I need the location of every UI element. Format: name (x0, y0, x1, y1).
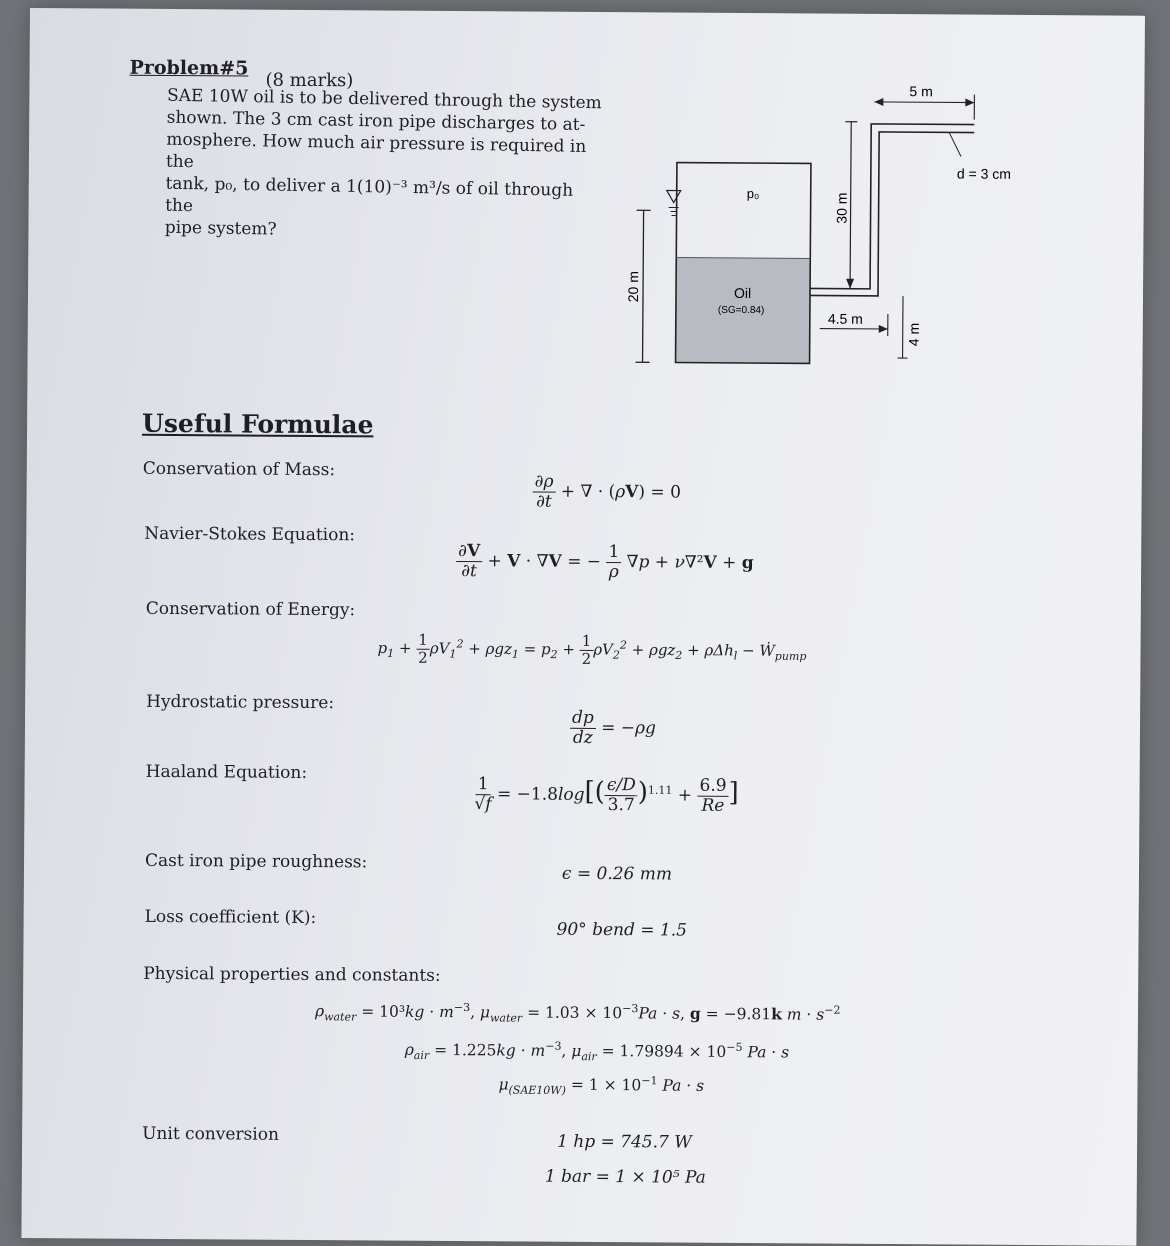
hydro-label: Hydrostatic pressure: (146, 692, 334, 713)
loss-label: Loss coefficient (K): (145, 907, 317, 928)
oil-sg-label: (SG=0.84) (718, 305, 764, 316)
haaland-equation: $\frac{1}{√f}$ = −1.8log[( $\frac{\epsilon/D}{3.7}$ )$^{1.11}$ + $\frac{6.9}{Re}$ ] (474, 776, 738, 815)
problem-line: mosphere. How much air pressure is required in the (166, 129, 607, 181)
unit-hp: 1 hp = 745.7 W (557, 1132, 692, 1153)
dim-30m-label: 30 m (834, 192, 850, 223)
dim-45m-label: 4.5 m (828, 311, 863, 327)
loss-value: 90° bend = 1.5 (557, 920, 688, 941)
oil-label: Oil (734, 285, 751, 301)
mass-label: Conservation of Mass: (143, 459, 335, 480)
ns-label: Navier-Stokes Equation: (144, 524, 355, 545)
oil-properties: $\mu_{(SAE10W)} = 1 \times 10^{-1}$ Pa · s (498, 1073, 704, 1098)
free-surface-symbol (667, 190, 681, 202)
haaland-label: Haaland Equation: (146, 762, 308, 783)
unit-label: Unit conversion (142, 1124, 279, 1145)
problem-line: SAE 10W oil is to be delivered through the system (167, 85, 607, 115)
problem-statement (165, 85, 608, 247)
mass-equation: $\frac{\partial\rho}{\partial t}$ + ∇ · (ρV) = 0 (533, 474, 682, 512)
dim-20m-label: 20 m (625, 271, 641, 302)
formulae-title: Useful Formulae (142, 409, 374, 440)
navier-stokes-equation: $\frac{\partial V}{\partial t}$ + V · ∇V = − $\frac{1}{\rho}$ ∇p + ν∇²V + g (456, 543, 754, 582)
problem-line: tank, p₀, to deliver a 1(10)⁻³ m³/s of oil through the (165, 173, 606, 225)
roughness-value: ϵ = 0.26 mm (562, 864, 672, 885)
problem-marks: (8 marks) (265, 70, 353, 92)
tank-pressure-label: p₀ (747, 186, 760, 201)
paper-sheet (21, 8, 1145, 1246)
problem-title: Problem#5 (130, 57, 249, 80)
energy-label: Conservation of Energy: (146, 599, 356, 620)
dim-4m-label: 4 m (906, 323, 922, 346)
pipe-system-diagram (587, 72, 1049, 385)
diameter-label: d = 3 cm (957, 165, 1011, 181)
roughness-label: Cast iron pipe roughness: (145, 851, 367, 873)
problem-line: pipe system? (165, 217, 605, 247)
water-properties: $\rho_{water} = 10^3kg \cdot m^{-3}$, $\mu_{water} = 1.03 \times 10^{-3}Pa \cdot s$, g = −9.81k $m \cdot s^{-2}$ (315, 1000, 841, 1027)
dim-5m-label: 5 m (909, 83, 932, 99)
energy-equation: $p_1$ + $\frac{1}{2}$ $\rho V_1^2 + \rho gz_1 = p_2$ + $\frac{1}{2}$ $\rho V_2^2 + \rho gz_2 + \rho\Delta h_l$ − Ẇ$_{pump}$ (377, 632, 806, 668)
unit-bar: 1 bar = 1 × 10⁵ Pa (545, 1167, 706, 1188)
props-label: Physical properties and constants: (143, 964, 441, 986)
air-properties: $\rho_{air} = 1.225kg \cdot m^{-3}$, $\mu_{air} = 1.79894 \times 10^{-5}$ Pa · s (405, 1039, 790, 1065)
problem-line: shown. The 3 cm cast iron pipe discharges to at- (167, 107, 607, 137)
hydrostatic-equation: $\frac{dp}{dz}$ = −ρg (570, 710, 656, 748)
